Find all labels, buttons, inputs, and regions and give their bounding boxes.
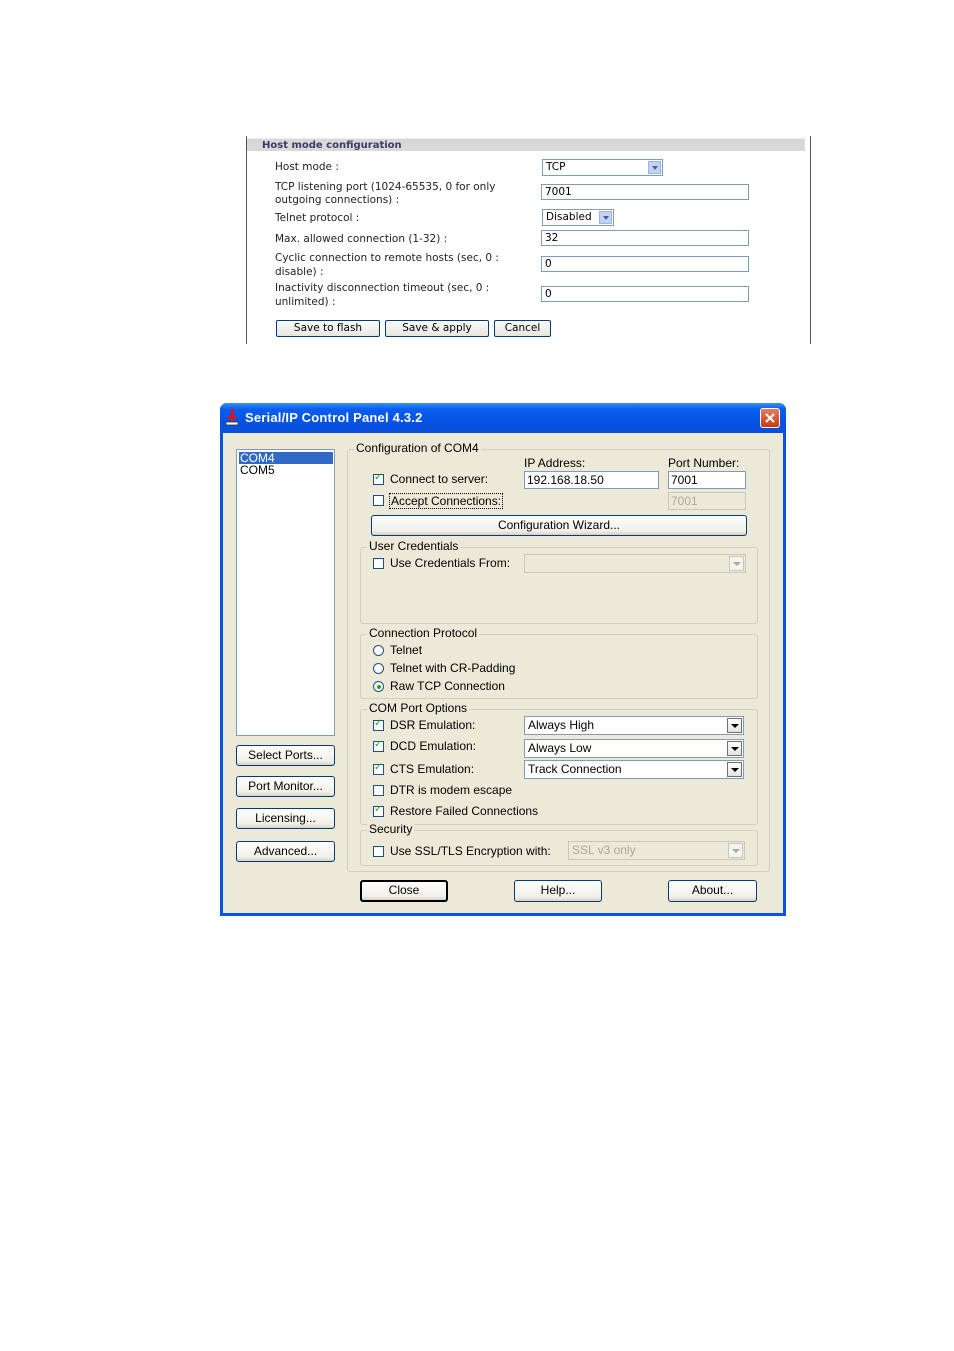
window-title: Serial/IP Control Panel 4.3.2 [245,410,423,425]
telnet-cr-padding-radio-label: Telnet with CR-Padding [390,661,516,675]
connect-to-server-checkbox[interactable] [373,474,384,485]
cts-emulation-select[interactable] [524,760,744,779]
list-item-com5[interactable]: COM5 [240,463,275,477]
telnet-cr-padding-radio[interactable] [373,663,384,674]
host-mode-panel [246,136,811,344]
cyclic-connection-input[interactable]: 0 [541,256,749,272]
close-button[interactable]: Close [360,880,448,902]
dtr-modem-escape-label: DTR is modem escape [390,783,513,797]
max-connection-label: Max. allowed connection (1-32) : [275,233,448,245]
dsr-emulation-select[interactable] [524,716,744,735]
use-credentials-checkbox[interactable] [373,558,384,569]
use-credentials-label: Use Credentials From: [390,556,511,570]
chevron-down-icon [727,741,742,756]
close-window-button[interactable] [760,408,780,428]
dsr-emulation-checkbox[interactable] [373,720,384,731]
dcd-emulation-select[interactable] [524,739,744,758]
restore-failed-connections-checkbox[interactable] [373,806,384,817]
dcd-emulation-label: DCD Emulation: [390,739,477,753]
com-port-options-legend: COM Port Options [369,701,468,715]
connect-to-server-label: Connect to server: [390,472,489,486]
raw-tcp-radio-label: Raw TCP Connection [390,679,505,693]
dsr-emulation-value: Always High [528,718,595,732]
chevron-down-icon [729,556,744,571]
ssl-tls-label: Use SSL/TLS Encryption with: [390,844,551,858]
connection-protocol-legend: Connection Protocol [369,626,478,640]
chevron-down-icon [727,718,742,733]
inactivity-timeout-input[interactable]: 0 [541,286,749,302]
tcp-port-label-line2: outgoing connections) : [275,194,400,206]
chevron-down-icon [599,211,612,224]
save-to-flash-button[interactable]: Save to flash [276,320,380,337]
help-button[interactable]: Help... [514,880,602,902]
about-button[interactable]: About... [668,880,757,902]
telnet-protocol-label: Telnet protocol : [275,212,360,224]
dcd-emulation-checkbox[interactable] [373,741,384,752]
dtr-modem-escape-checkbox[interactable] [373,785,384,796]
accept-port-input[interactable]: 7001 [668,492,746,510]
licensing-button[interactable]: Licensing... [236,808,335,829]
host-mode-select[interactable] [542,159,663,176]
inactivity-timeout-label-line2: unlimited) : [275,296,336,308]
credentials-source-select[interactable] [524,554,746,573]
raw-tcp-radio[interactable] [373,681,384,692]
list-item-com4[interactable]: COM4 [239,452,333,464]
cyclic-connection-label-line1: Cyclic connection to remote hosts (sec, 0 : [275,252,499,264]
port-number-label: Port Number: [668,456,740,470]
accept-connections-checkbox[interactable] [373,495,384,506]
advanced-button[interactable]: Advanced... [236,841,335,862]
ssl-tls-checkbox[interactable] [373,846,384,857]
tcp-port-input[interactable]: 7001 [541,184,749,200]
dsr-emulation-label: DSR Emulation: [390,718,476,732]
host-mode-value: TCP [546,161,566,173]
tcp-port-label-line1: TCP listening port (1024-65535, 0 for only [275,181,496,193]
host-mode-label: Host mode : [275,161,339,173]
telnet-protocol-select[interactable] [542,209,614,226]
port-list[interactable] [236,449,335,736]
cancel-button[interactable]: Cancel [494,320,551,337]
security-legend: Security [369,822,413,836]
serial-ip-window [220,403,786,916]
restore-failed-connections-label: Restore Failed Connections [390,804,539,818]
server-port-input[interactable]: 7001 [668,471,746,489]
telnet-radio-label: Telnet [390,643,423,657]
chevron-down-icon [728,843,743,858]
max-connection-input[interactable]: 32 [541,230,749,246]
close-icon [765,413,775,423]
ssl-version-select[interactable] [568,841,745,860]
cts-emulation-label: CTS Emulation: [390,762,475,776]
select-ports-button[interactable]: Select Ports... [236,745,335,766]
cts-emulation-value: Track Connection [528,762,622,776]
panel-title: Host mode configuration [247,138,805,151]
configuration-wizard-button[interactable]: Configuration Wizard... [371,515,747,536]
server-ip-input[interactable]: 192.168.18.50 [524,471,659,489]
telnet-protocol-value: Disabled [546,211,592,223]
save-and-apply-button[interactable]: Save & apply [385,320,489,337]
dialog-client-area [223,433,783,913]
inactivity-timeout-label-line1: Inactivity disconnection timeout (sec, 0 : [275,282,490,294]
configuration-legend: Configuration of COM4 [356,441,479,455]
cyclic-connection-label-line2: disable) : [275,266,324,278]
ssl-version-value: SSL v3 only [572,843,636,857]
chevron-down-icon [648,161,661,174]
app-icon [225,409,239,426]
user-credentials-legend: User Credentials [369,539,459,553]
title-bar[interactable] [220,403,786,433]
port-monitor-button[interactable]: Port Monitor... [236,776,335,797]
cts-emulation-checkbox[interactable] [373,764,384,775]
accept-connections-label: Accept Connections: [391,494,502,508]
ip-address-label: IP Address: [524,456,586,470]
chevron-down-icon [727,762,742,777]
dcd-emulation-value: Always Low [528,741,592,755]
telnet-radio[interactable] [373,645,384,656]
